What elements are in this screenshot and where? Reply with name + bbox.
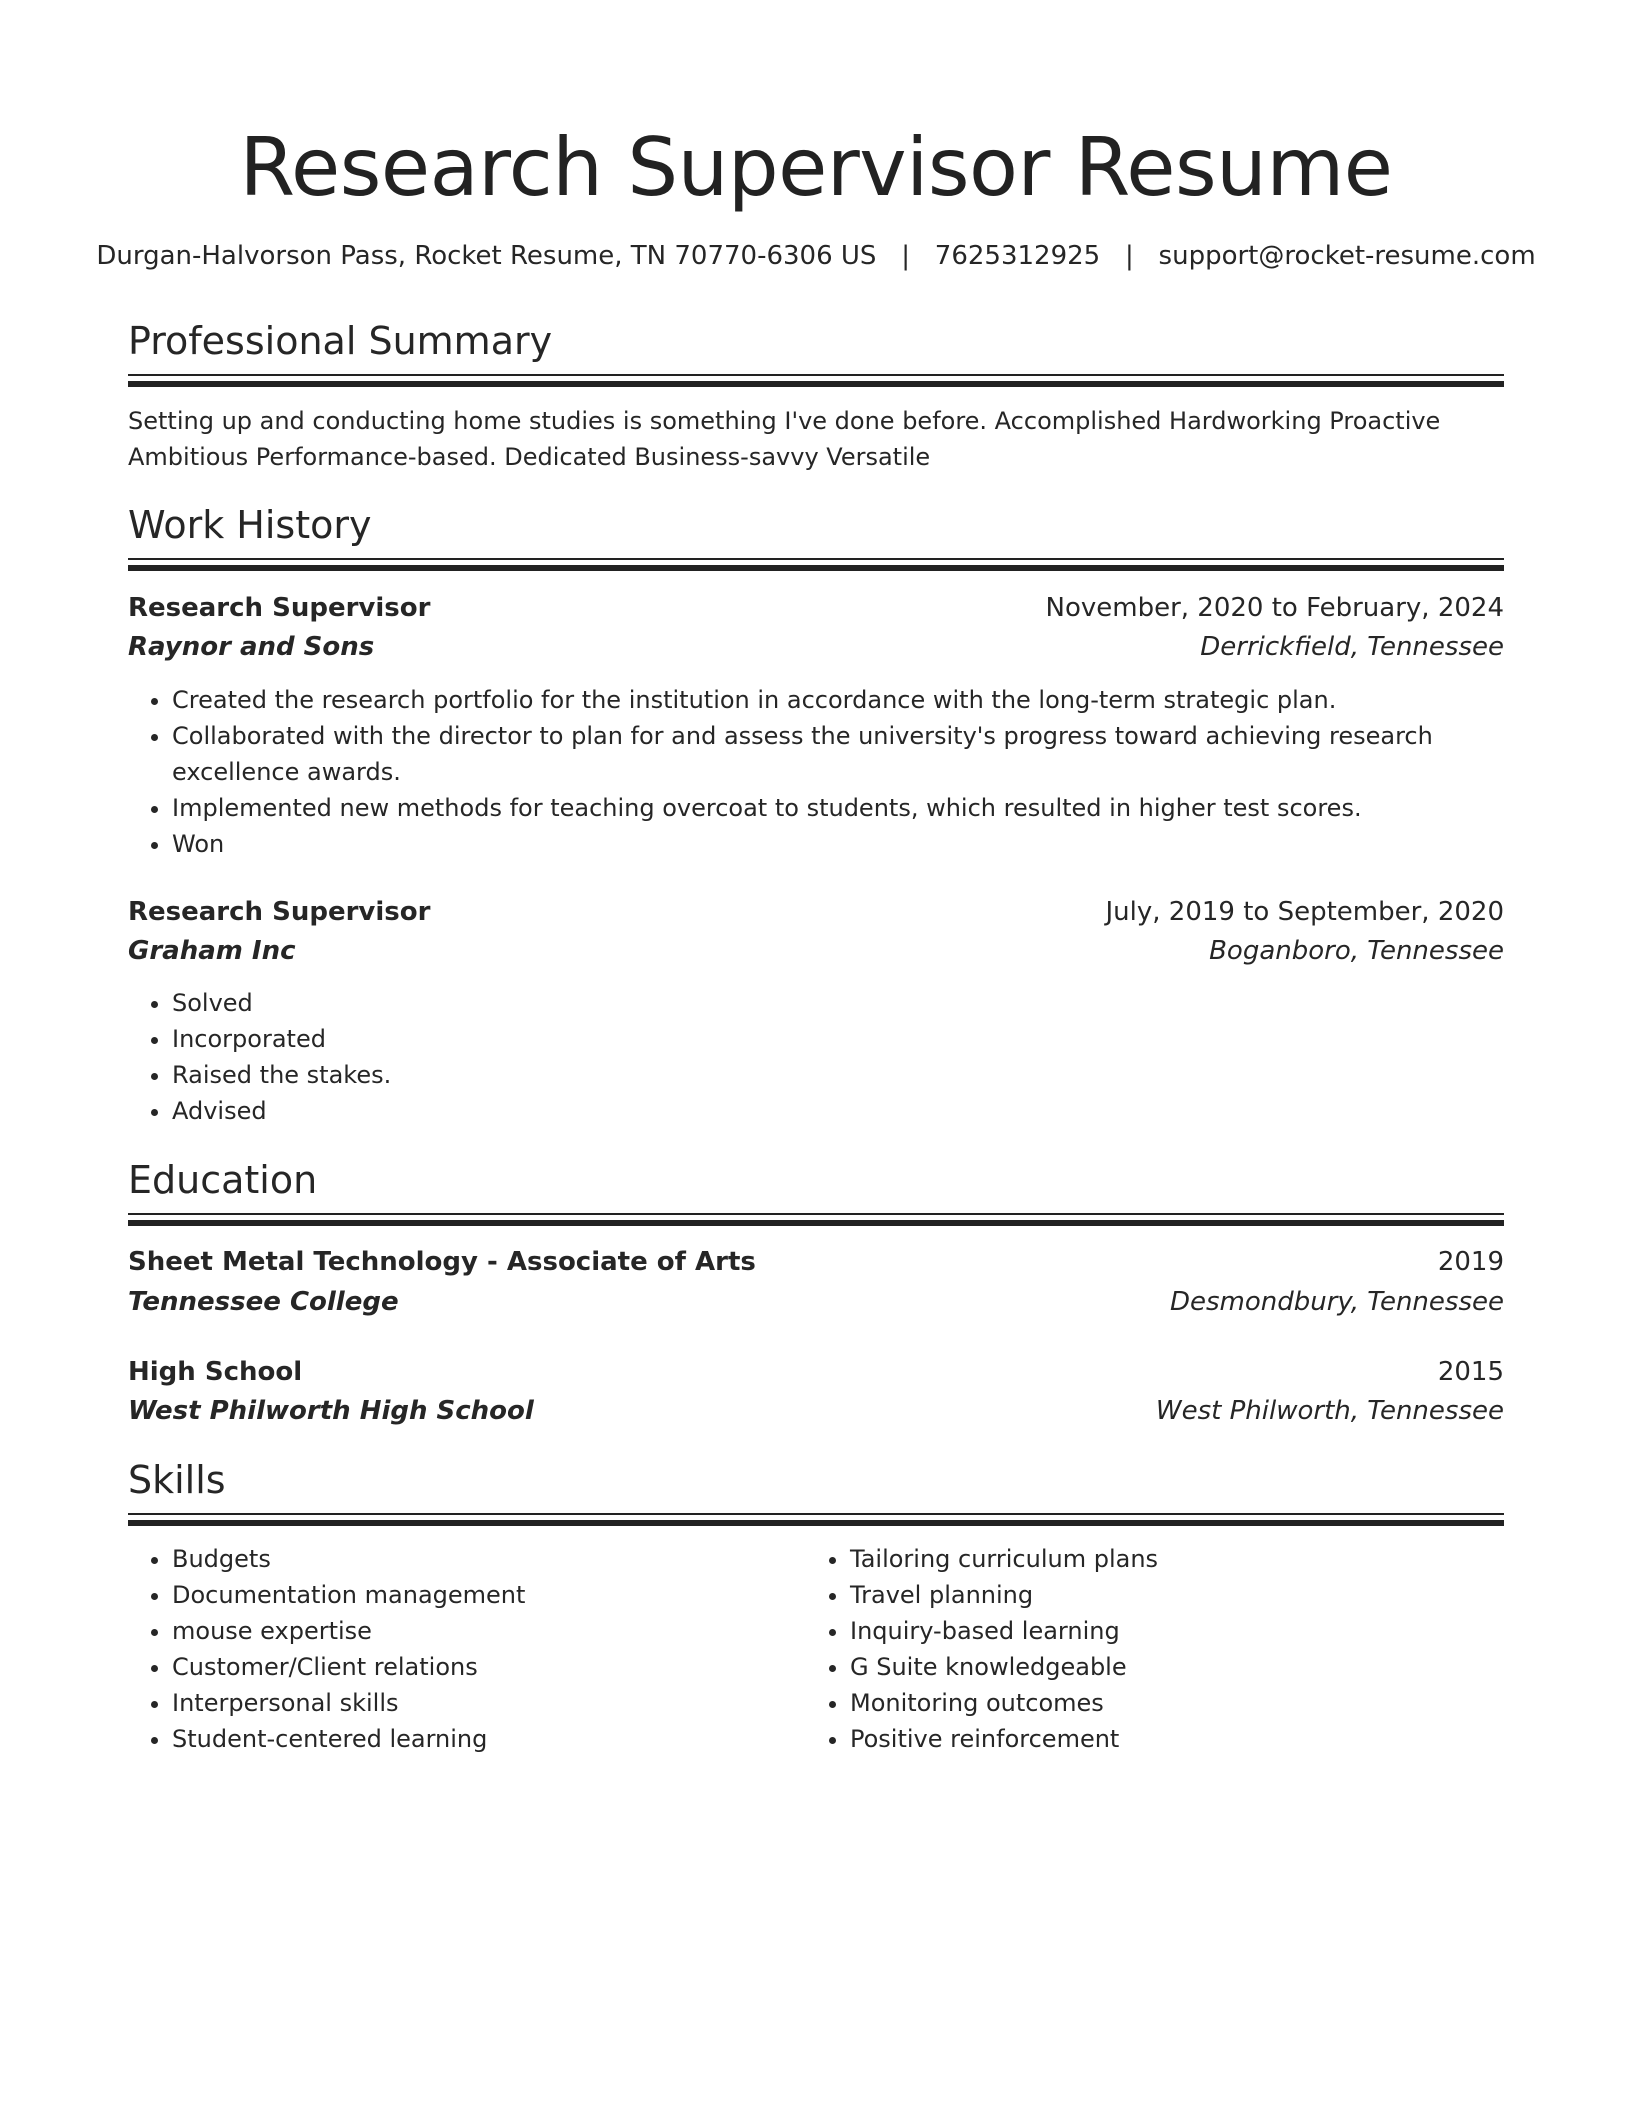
education-school-row	[128, 1391, 1504, 1431]
list-item: • Monitoring outcomes	[850, 1685, 1500, 1721]
job-company: Graham Inc	[128, 936, 296, 966]
list-item: • Raised the stakes.	[172, 1057, 1452, 1093]
job-company-row	[128, 931, 1504, 971]
section-heading-summary: Professional Summary	[128, 319, 553, 363]
job-dates: November, 2020 to February, 2024	[1045, 593, 1504, 623]
list-item: • mouse expertise	[172, 1613, 792, 1649]
section-heading-skills: Skills	[128, 1458, 226, 1502]
list-item: • Advised	[172, 1093, 1452, 1129]
list-item: • G Suite knowledgeable	[850, 1649, 1500, 1685]
list-item: • Inquiry-based learning	[850, 1613, 1500, 1649]
education-header-row	[128, 1352, 1504, 1392]
section-heading-education: Education	[128, 1158, 318, 1202]
list-item: • Implemented new methods for teaching overcoat to students, which resulted in higher test scores.	[172, 790, 1452, 826]
education-school-row	[128, 1282, 1504, 1322]
school-name: Tennessee College	[128, 1287, 399, 1317]
skills-list-right	[806, 1541, 1500, 1757]
list-item: • Tailoring curriculum plans	[850, 1541, 1500, 1577]
section-divider	[128, 374, 1504, 387]
job-location: Derrickfield, Tennessee	[1200, 632, 1504, 662]
job-company-row	[128, 627, 1504, 667]
skills-list-left	[128, 1541, 792, 1757]
school-location: West Philworth, Tennessee	[1155, 1396, 1504, 1426]
list-item: • Customer/Client relations	[172, 1649, 792, 1685]
list-item: • Solved	[172, 985, 1452, 1021]
degree: High School	[128, 1357, 303, 1387]
list-item: • Created the research portfolio for the institution in accordance with the long-term strategic plan.	[172, 682, 1452, 718]
graduation-year: 2015	[1437, 1357, 1504, 1387]
section-divider	[128, 1513, 1504, 1526]
job-title: Research Supervisor	[128, 593, 431, 623]
section-heading-work: Work History	[128, 503, 372, 547]
resume-title: Research Supervisor Resume	[239, 121, 1393, 214]
job-location: Boganboro, Tennessee	[1209, 936, 1504, 966]
list-item: • Travel planning	[850, 1577, 1500, 1613]
job-header-row	[128, 892, 1504, 932]
job-dates: July, 2019 to September, 2020	[1105, 897, 1504, 927]
list-item: • Incorporated	[172, 1021, 1452, 1057]
degree: Sheet Metal Technology - Associate of Arts	[128, 1247, 756, 1277]
list-item: • Won	[172, 826, 1452, 862]
education-header-row	[128, 1242, 1504, 1282]
list-item: • Positive reinforcement	[850, 1721, 1500, 1757]
list-item: • Student-centered learning	[172, 1721, 792, 1757]
section-divider	[128, 1213, 1504, 1226]
graduation-year: 2019	[1437, 1247, 1504, 1277]
school-location: Desmondbury, Tennessee	[1169, 1287, 1504, 1317]
school-name: West Philworth High School	[128, 1396, 534, 1426]
section-divider	[128, 558, 1504, 571]
job-header-row	[128, 588, 1504, 628]
summary-text: Setting up and conducting home studies is something I've done before. Accomplished Hardworking Proactive Ambitious Performance-based. Dedicated Business-savvy Versatile	[128, 407, 1441, 471]
job-title: Research Supervisor	[128, 897, 431, 927]
list-item: • Documentation management	[172, 1577, 792, 1613]
job-bullets	[128, 682, 1452, 862]
contact-line: Durgan-Halvorson Pass, Rocket Resume, TN 70770-6306 US | 7625312925 | support@rocket-resume.com	[96, 241, 1536, 271]
list-item: • Interpersonal skills	[172, 1685, 792, 1721]
list-item: • Collaborated with the director to plan for and assess the university's progress toward achieving research excellence awards.	[172, 718, 1452, 790]
job-bullets	[128, 985, 1452, 1129]
list-item: • Budgets	[172, 1541, 792, 1577]
job-company: Raynor and Sons	[128, 632, 375, 662]
